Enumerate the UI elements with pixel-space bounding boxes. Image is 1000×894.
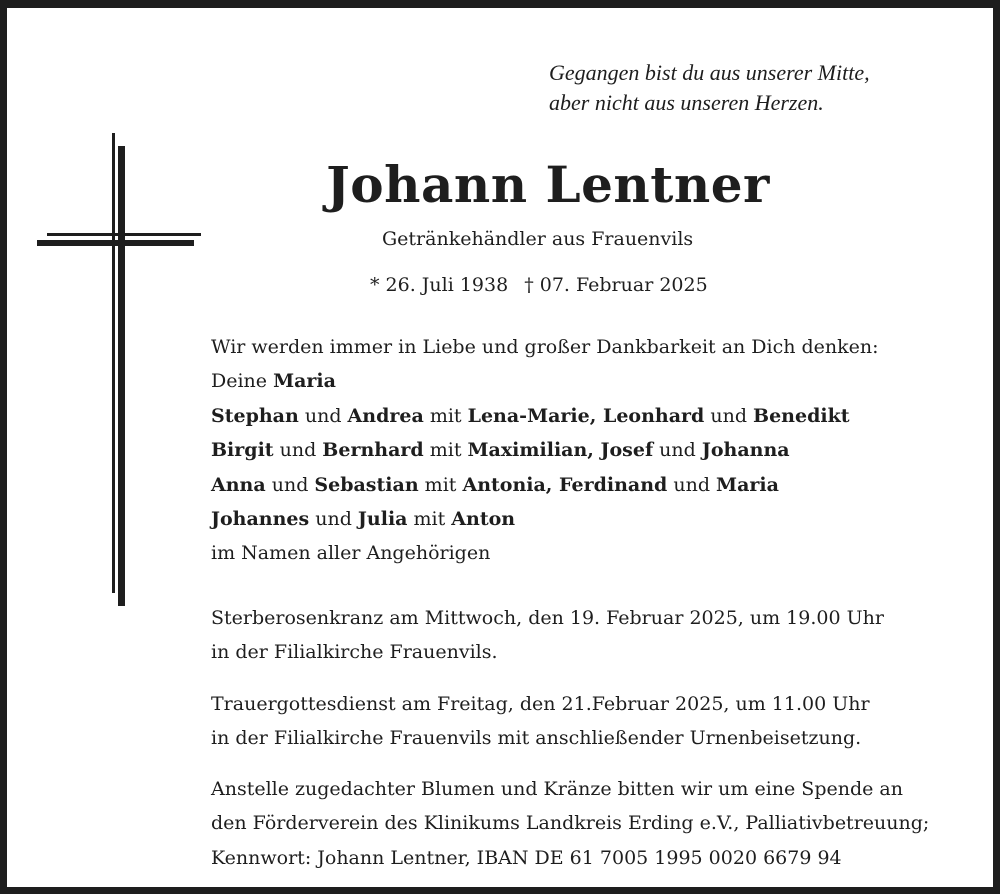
mourner-connector: und — [273, 439, 323, 462]
mourners-list — [211, 364, 879, 536]
mourners-closing: im Namen aller Angehörigen — [211, 542, 491, 565]
mourner-connector: und — [309, 508, 358, 531]
mourner-name: Julia — [357, 508, 408, 531]
mourner-name: Stephan — [211, 404, 299, 427]
funeral-service-notice — [211, 687, 870, 756]
mourner-connector: und — [653, 439, 702, 462]
mourner-name: Sebastian — [314, 473, 419, 496]
mourner-connector: mit — [407, 508, 452, 531]
birth-date: * 26. Juli 1938 — [370, 274, 509, 296]
motto-line-2: aber nicht aus unseren Herzen. — [549, 90, 824, 115]
rosary-line-2: in der Filialkirche Frauenvils. — [211, 641, 498, 664]
motto — [549, 58, 870, 118]
mourner-connector: und — [265, 473, 315, 496]
service-line-2: in der Filialkirche Frauenvils mit anschließender Urnenbeisetzung. — [211, 727, 862, 750]
mourners-block — [211, 330, 879, 571]
mourner-connector: und — [298, 404, 348, 427]
mourner-line — [211, 364, 879, 398]
mourner-connector: Deine — [211, 370, 274, 393]
mourner-name: Benedikt — [753, 404, 850, 427]
donation-line-1: Anstelle zugedachter Blumen und Kränze bitten wir um eine Spende an — [211, 778, 903, 800]
mourner-name: Birgit — [211, 439, 274, 462]
mourner-name: Maximilian, Josef — [467, 439, 654, 462]
life-dates — [370, 272, 708, 298]
donation-line-3: Kennwort: Johann Lentner, IBAN DE 61 7005 1995 0020 6679 94 — [211, 846, 842, 869]
mourner-connector: mit — [418, 473, 463, 496]
mourner-connector: und — [667, 473, 717, 496]
mourner-name: Antonia, Ferdinand — [462, 473, 668, 496]
donation-notice — [211, 772, 929, 875]
mourner-connector: mit — [423, 439, 468, 462]
mourner-name: Andrea — [347, 404, 424, 427]
rosary-line-1: Sterberosenkranz am Mittwoch, den 19. Februar 2025, um 19.00 Uhr — [211, 607, 884, 629]
donation-line-2: den Förderverein des Klinikums Landkreis Erding e.V., Palliativbetreuung; — [211, 812, 930, 835]
mourner-name: Maria — [716, 473, 779, 496]
mourner-connector: mit — [423, 404, 468, 427]
mourner-line — [211, 502, 879, 536]
mourner-name: Bernhard — [322, 439, 424, 462]
mourner-line — [211, 433, 879, 467]
mourner-name: Maria — [273, 370, 336, 393]
mourner-name: Johanna — [701, 439, 790, 462]
mourner-connector: und — [704, 404, 754, 427]
death-date: † 07. Februar 2025 — [524, 274, 708, 296]
mourner-name: Anton — [451, 508, 516, 531]
deceased-name: Johann Lentner — [326, 155, 770, 214]
motto-line-1: Gegangen bist du aus unserer Mitte, — [549, 60, 870, 85]
deceased-profession: Getränkehändler aus Frauenvils — [382, 228, 694, 250]
service-line-1: Trauergottesdienst am Freitag, den 21.Februar 2025, um 11.00 Uhr — [211, 693, 870, 715]
mourner-name: Anna — [211, 473, 266, 496]
mourner-line — [211, 468, 879, 502]
mourner-name: Lena-Marie, Leonhard — [467, 404, 705, 427]
mourner-line — [211, 399, 879, 433]
mourner-name: Johannes — [211, 508, 310, 531]
mourners-intro: Wir werden immer in Liebe und großer Dankbarkeit an Dich denken: — [211, 336, 879, 358]
rosary-notice — [211, 601, 884, 670]
